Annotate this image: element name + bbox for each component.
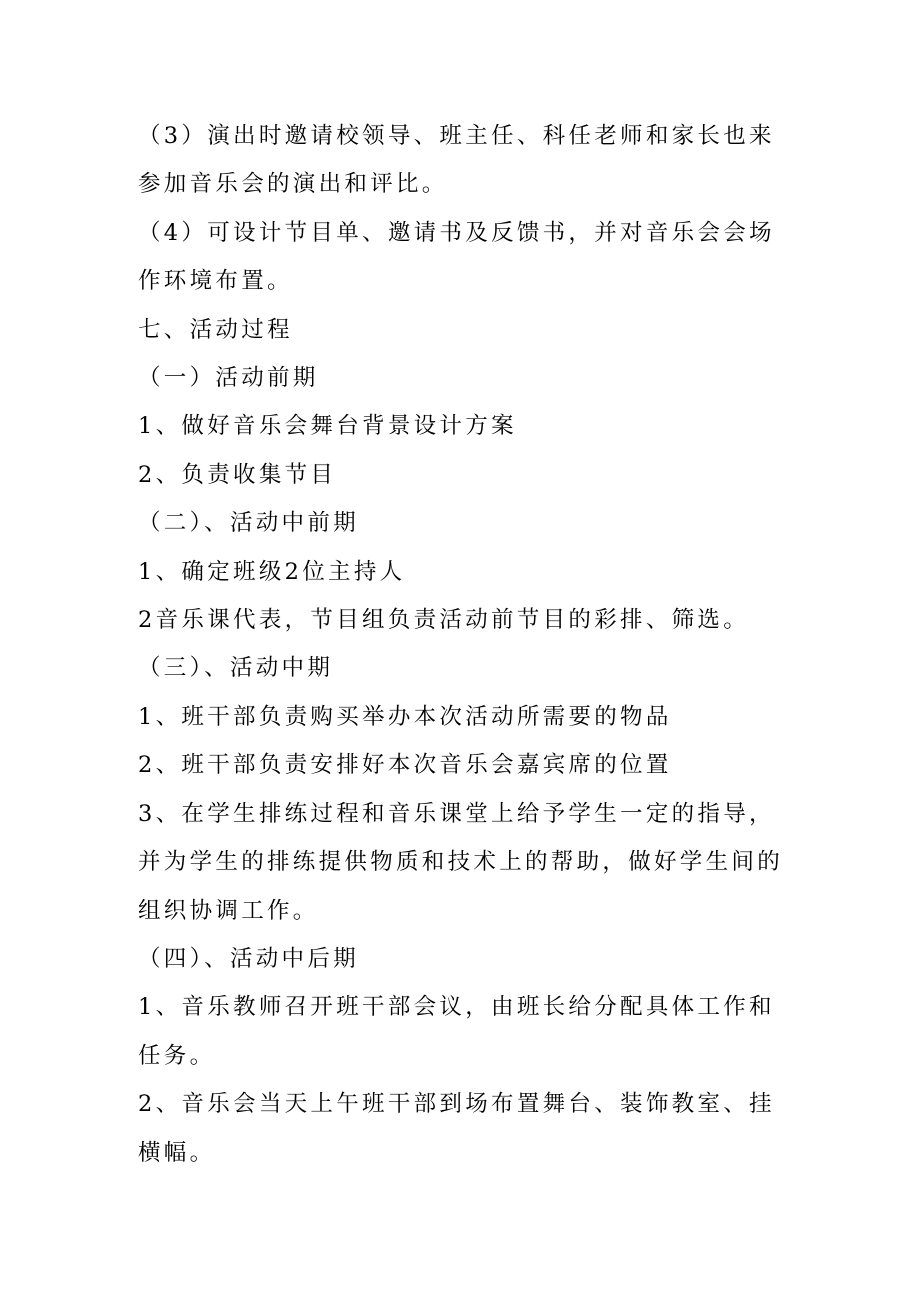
section-heading-activity-process: 七、活动过程	[138, 316, 293, 343]
subheading-mid-late-stage: （四）、活动中后期	[138, 945, 359, 972]
list-item: 1、音乐教师召开班干部会议，由班长给分配具体工作和任务。	[138, 994, 775, 1069]
list-item: 1、确定班级2位主持人	[138, 558, 406, 585]
list-item: 2、音乐会当天上午班干部到场布置舞台、装饰教室、挂横幅。	[138, 1091, 775, 1166]
paragraph-performance-invitation: （3）演出时邀请校领导、班主任、科任老师和家长也来参加音乐会的演出和评比。	[138, 123, 775, 198]
paragraph-program-design: （4）可设计节目单、邀请书及反馈书，并对音乐会会场作环境布置。	[138, 219, 775, 295]
subheading-mid-stage: （三）、活动中期	[138, 655, 334, 682]
document-body	[138, 112, 798, 1177]
list-item: 1、做好音乐会舞台背景设计方案	[138, 413, 517, 440]
list-item: 3、在学生排练过程和音乐课堂上给予学生一定的指导，并为学生的排练提供物质和技术上的帮助，做好学生间的组织协调工作。	[138, 800, 784, 924]
subheading-mid-early-stage: （二）、活动中前期	[138, 510, 359, 537]
list-item: 2、班干部负责安排好本次音乐会嘉宾席的位置	[138, 752, 672, 779]
list-item: 2音乐课代表，节目组负责活动前节目的彩排、筛选。	[138, 607, 750, 634]
list-item: 2、负责收集节目	[138, 461, 337, 488]
subheading-early-stage: （一）活动前期	[138, 365, 319, 392]
list-item: 1、班干部负责购买举办本次活动所需要的物品	[138, 703, 672, 730]
